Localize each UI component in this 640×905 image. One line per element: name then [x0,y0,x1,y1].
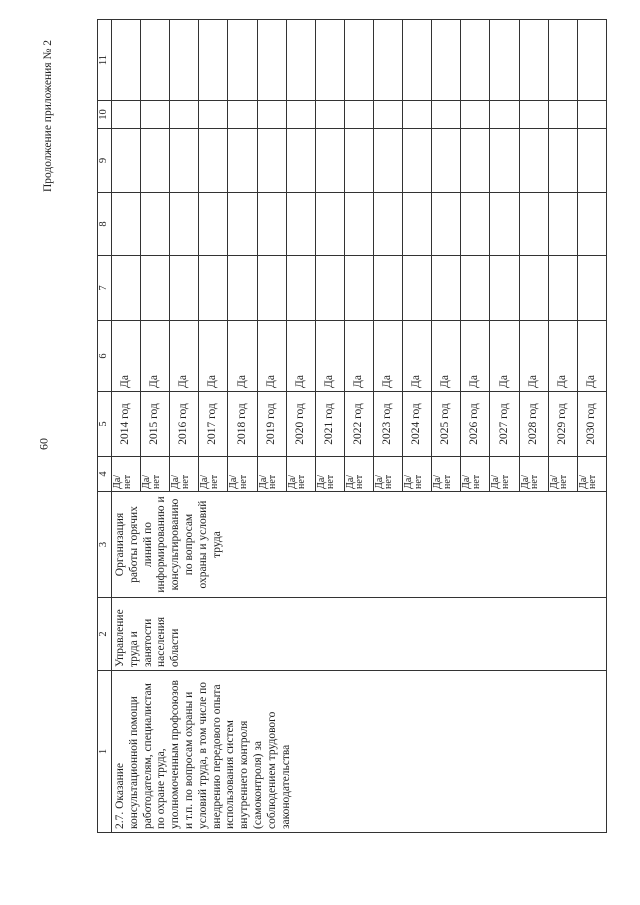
empty-cell-col-10 [490,101,519,129]
empty-cell-col-8 [315,193,344,256]
empty-cell-col-8 [170,193,199,256]
empty-cell-col-8 [141,193,170,256]
header-col-7: 7 [98,256,112,321]
year-cell: 2014 год [112,392,141,457]
year-cell: 2023 год [373,392,402,457]
value-cell: Да [461,321,490,392]
empty-cell-col-11 [315,20,344,101]
empty-cell-col-9 [170,129,199,193]
appendix-table [97,19,607,833]
header-col-2: 2 [98,598,112,671]
empty-cell-col-8 [461,193,490,256]
empty-cell-col-8 [257,193,286,256]
value-cell: Да [432,321,461,392]
header-col-11: 11 [98,20,112,101]
year-cell: 2030 год [577,392,606,457]
executor-cell: Управление труда и занятости населения области [112,598,607,671]
unit-cell: Да/ нет [199,457,228,492]
year-cell: 2026 год [461,392,490,457]
empty-cell-col-8 [112,193,141,256]
unit-cell: Да/ нет [315,457,344,492]
empty-cell-col-11 [519,20,548,101]
indicator-cell: Организация работы горячих линий по информированию и консультированию по вопросам охраны и условий труда [112,492,607,598]
year-cell: 2016 год [170,392,199,457]
year-cell: 2020 год [286,392,315,457]
empty-cell-col-7 [112,256,141,321]
year-cell: 2027 год [490,392,519,457]
empty-cell-col-7 [403,256,432,321]
empty-cell-col-9 [519,129,548,193]
year-cell: 2018 год [228,392,257,457]
empty-cell-col-11 [141,20,170,101]
unit-cell: Да/ нет [286,457,315,492]
empty-cell-col-10 [286,101,315,129]
measure-name-cell: 2.7. Оказание консультационной помощи работодателям, специалистам по охране труда, уполномоченным профсоюзов и т.п. по вопросам охраны и условий труда, в том числе по внедрению передового опыта использования систем внутреннего контроля (самоконтроля) за соблюдением трудового законодательства [112,671,607,833]
empty-cell-col-10 [519,101,548,129]
header-col-4: 4 [98,457,112,492]
value-cell: Да [490,321,519,392]
value-cell: Да [199,321,228,392]
value-cell: Да [170,321,199,392]
table-row [112,20,141,833]
empty-cell-col-11 [403,20,432,101]
empty-cell-col-7 [141,256,170,321]
empty-cell-col-11 [286,20,315,101]
empty-cell-col-7 [170,256,199,321]
empty-cell-col-10 [170,101,199,129]
empty-cell-col-9 [548,129,577,193]
year-cell: 2021 год [315,392,344,457]
empty-cell-col-11 [228,20,257,101]
empty-cell-col-9 [257,129,286,193]
empty-cell-col-11 [432,20,461,101]
empty-cell-col-9 [577,129,606,193]
empty-cell-col-7 [519,256,548,321]
table-area [97,20,607,833]
empty-cell-col-7 [373,256,402,321]
table-body [112,20,607,833]
empty-cell-col-11 [257,20,286,101]
unit-cell: Да/ нет [141,457,170,492]
value-cell: Да [112,321,141,392]
empty-cell-col-8 [199,193,228,256]
empty-cell-col-8 [548,193,577,256]
empty-cell-col-9 [315,129,344,193]
unit-cell: Да/ нет [228,457,257,492]
unit-cell: Да/ нет [373,457,402,492]
value-cell: Да [519,321,548,392]
empty-cell-col-7 [257,256,286,321]
empty-cell-col-7 [548,256,577,321]
value-cell: Да [286,321,315,392]
empty-cell-col-9 [344,129,373,193]
year-cell: 2025 год [432,392,461,457]
unit-cell: Да/ нет [548,457,577,492]
year-cell: 2019 год [257,392,286,457]
empty-cell-col-11 [548,20,577,101]
empty-cell-col-11 [112,20,141,101]
empty-cell-col-8 [577,193,606,256]
unit-cell: Да/ нет [577,457,606,492]
unit-cell: Да/ нет [461,457,490,492]
header-col-6: 6 [98,321,112,392]
empty-cell-col-11 [170,20,199,101]
empty-cell-col-8 [344,193,373,256]
unit-cell: Да/ нет [432,457,461,492]
year-cell: 2017 год [199,392,228,457]
empty-cell-col-11 [344,20,373,101]
empty-cell-col-10 [112,101,141,129]
empty-cell-col-7 [577,256,606,321]
empty-cell-col-10 [373,101,402,129]
empty-cell-col-9 [490,129,519,193]
empty-cell-col-9 [112,129,141,193]
empty-cell-col-9 [228,129,257,193]
year-cell: 2024 год [403,392,432,457]
empty-cell-col-7 [286,256,315,321]
empty-cell-col-8 [432,193,461,256]
year-cell: 2029 год [548,392,577,457]
unit-cell: Да/ нет [170,457,199,492]
empty-cell-col-8 [286,193,315,256]
empty-cell-col-10 [548,101,577,129]
header-col-8: 8 [98,193,112,256]
empty-cell-col-9 [141,129,170,193]
unit-cell: Да/ нет [403,457,432,492]
empty-cell-col-8 [519,193,548,256]
empty-cell-col-7 [432,256,461,321]
empty-cell-col-7 [199,256,228,321]
continuation-title: Продолжение приложения № 2 [42,39,54,193]
empty-cell-col-8 [228,193,257,256]
header-col-10: 10 [98,101,112,129]
empty-cell-col-9 [461,129,490,193]
value-cell: Да [373,321,402,392]
unit-cell: Да/ нет [490,457,519,492]
value-cell: Да [344,321,373,392]
empty-cell-col-8 [403,193,432,256]
empty-cell-col-11 [490,20,519,101]
year-cell: 2022 год [344,392,373,457]
empty-cell-col-11 [373,20,402,101]
year-cell: 2015 год [141,392,170,457]
header-col-5: 5 [98,392,112,457]
year-cell: 2028 год [519,392,548,457]
empty-cell-col-10 [315,101,344,129]
value-cell: Да [228,321,257,392]
empty-cell-col-10 [228,101,257,129]
empty-cell-col-10 [199,101,228,129]
value-cell: Да [403,321,432,392]
empty-cell-col-7 [228,256,257,321]
header-col-9: 9 [98,129,112,193]
empty-cell-col-10 [257,101,286,129]
empty-cell-col-7 [461,256,490,321]
empty-cell-col-7 [490,256,519,321]
empty-cell-col-10 [461,101,490,129]
empty-cell-col-9 [373,129,402,193]
header-row [98,20,112,833]
unit-cell: Да/ нет [112,457,141,492]
empty-cell-col-9 [403,129,432,193]
empty-cell-col-7 [315,256,344,321]
empty-cell-col-10 [577,101,606,129]
header-col-1: 1 [98,671,112,833]
empty-cell-col-9 [432,129,461,193]
empty-cell-col-11 [577,20,606,101]
empty-cell-col-9 [286,129,315,193]
value-cell: Да [315,321,344,392]
header-col-3: 3 [98,492,112,598]
empty-cell-col-8 [490,193,519,256]
value-cell: Да [577,321,606,392]
page-number: 60 [36,438,51,450]
empty-cell-col-11 [199,20,228,101]
unit-cell: Да/ нет [257,457,286,492]
empty-cell-col-10 [432,101,461,129]
value-cell: Да [548,321,577,392]
empty-cell-col-7 [344,256,373,321]
empty-cell-col-10 [141,101,170,129]
empty-cell-col-10 [344,101,373,129]
unit-cell: Да/ нет [519,457,548,492]
empty-cell-col-8 [373,193,402,256]
empty-cell-col-11 [461,20,490,101]
empty-cell-col-10 [403,101,432,129]
unit-cell: Да/ нет [344,457,373,492]
value-cell: Да [257,321,286,392]
value-cell: Да [141,321,170,392]
empty-cell-col-9 [199,129,228,193]
